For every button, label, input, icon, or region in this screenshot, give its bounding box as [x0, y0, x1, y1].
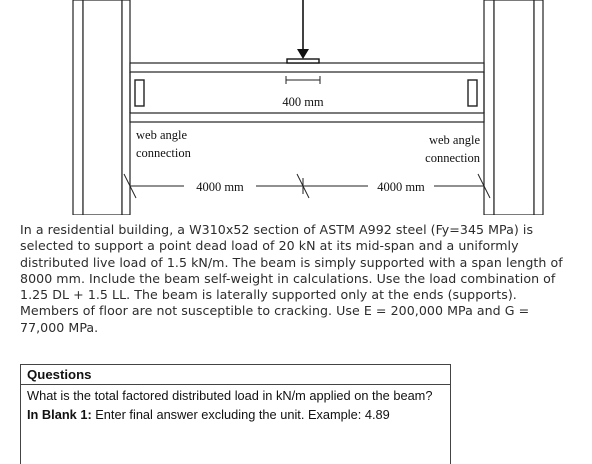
left-web-angle	[135, 80, 144, 106]
questions-header: Questions	[21, 365, 450, 385]
left-connection-label-line1: web angle	[136, 128, 188, 142]
left-column	[73, 0, 130, 215]
right-web-angle	[468, 80, 477, 106]
beam	[130, 63, 484, 122]
right-connection-label-line2: connection	[425, 151, 480, 165]
right-span-label: 4000 mm	[377, 180, 425, 194]
blank-label: In Blank 1:	[27, 407, 92, 422]
questions-box	[20, 364, 451, 464]
point-load-arrow	[287, 0, 319, 63]
left-span-label: 4000 mm	[196, 180, 244, 194]
blank-instruction: Enter final answer excluding the unit. Example: 4.89	[91, 407, 390, 422]
question-text: What is the total factored distributed load in kN/m applied on the beam?	[27, 388, 433, 403]
blank-instruction-line	[27, 405, 444, 424]
span-dimension-line	[124, 174, 490, 198]
right-connection-label-line1: web angle	[428, 133, 480, 147]
right-column	[484, 0, 543, 215]
question-body	[21, 385, 450, 424]
mid-dim-label: 400 mm	[282, 95, 324, 109]
beam-diagram	[0, 0, 592, 215]
problem-statement: In a residential building, a W310x52 section of ASTM A992 steel (Fy=345 MPa) is selected to support a point dead load of 20 kN at its mid-span and a uniformly distributed live load of 1.5 kN/m. The beam is simply supported with a span length of 8000 mm. Include the beam self-weight in calculations. Use the load combination of 1.25 DL + 1.5 LL. The beam is laterally supported only at the ends (supports). Members of floor are not susceptible to cracking. Use E = 200,000 MPa and G = 77,000 MPa.	[20, 222, 563, 335]
bearing-plate-dimension	[286, 76, 320, 84]
left-connection-label-line2: connection	[136, 146, 191, 160]
